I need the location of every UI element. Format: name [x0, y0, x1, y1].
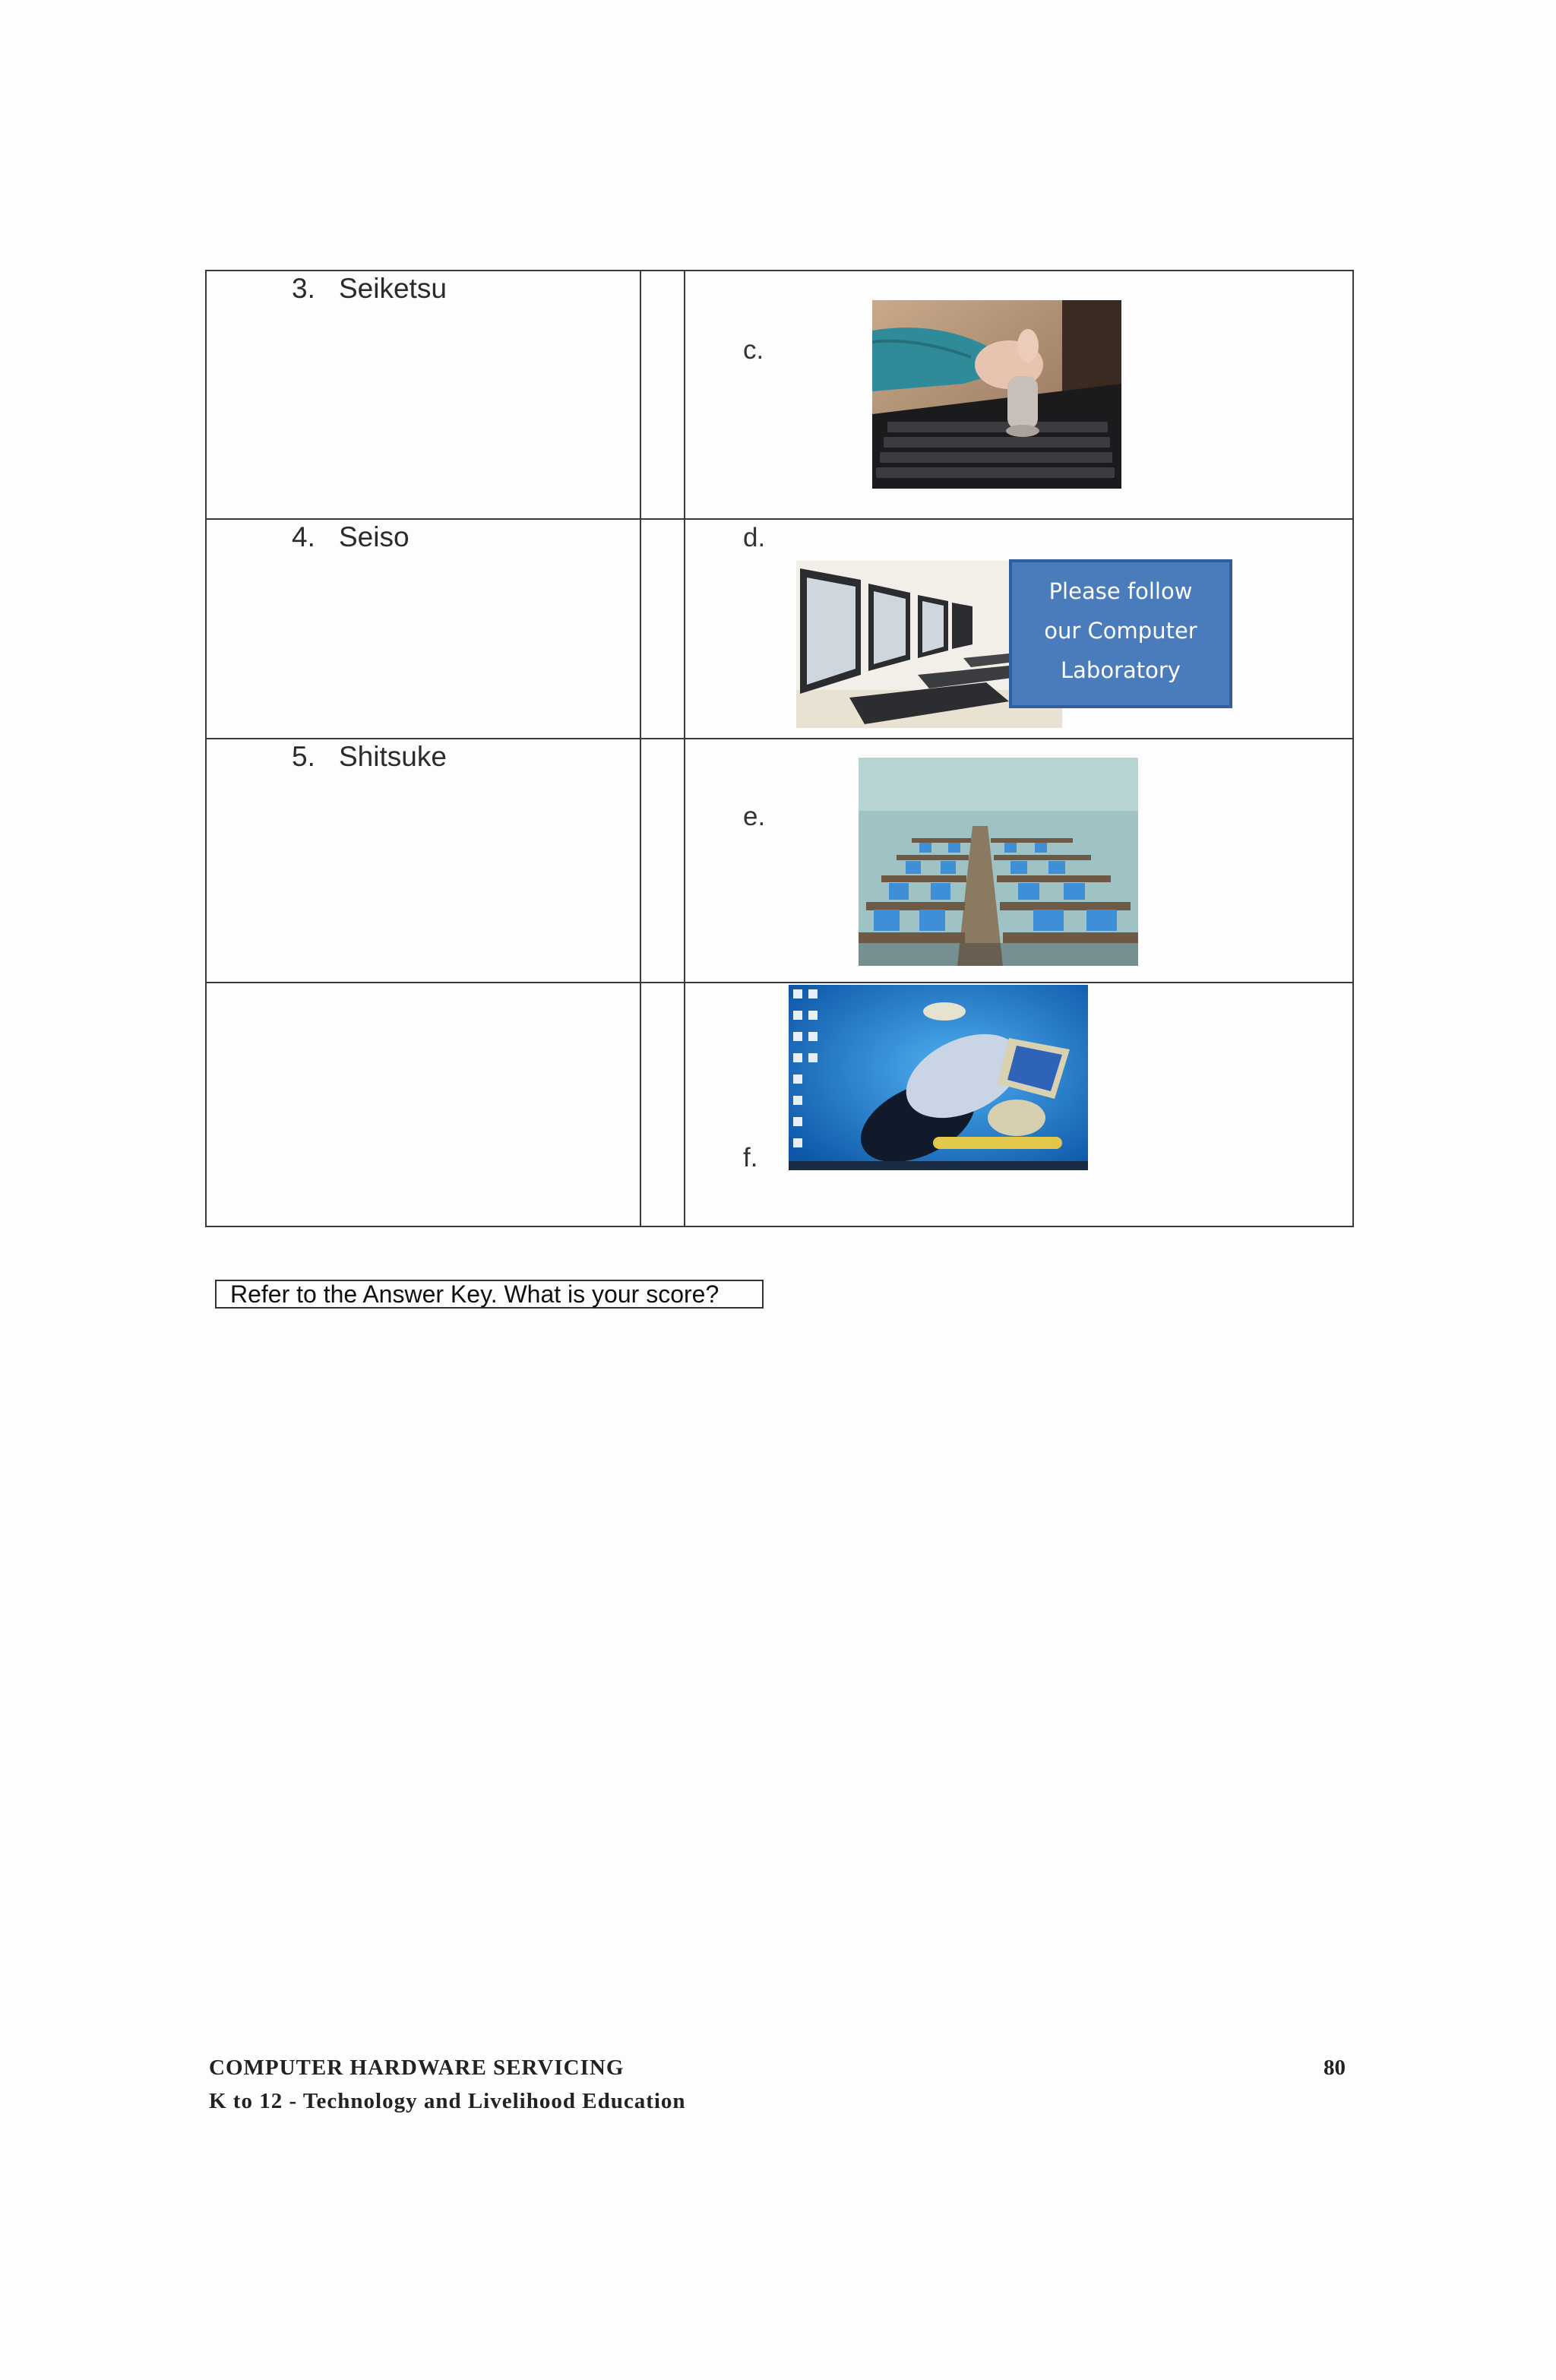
sign-line-3: Laboratory — [1061, 657, 1181, 684]
answer-blank-cell — [640, 983, 685, 1226]
table-row — [206, 271, 1353, 519]
picture-cell — [685, 739, 1353, 983]
term-item — [292, 273, 447, 305]
picture-cell — [685, 519, 1353, 739]
footer-program-title: K to 12 - Technology and Livelihood Education — [209, 2089, 686, 2113]
term-cell — [206, 271, 640, 519]
table-row — [206, 739, 1353, 983]
choice-letter: e. — [743, 801, 766, 831]
page-footer — [209, 2056, 686, 2114]
table-row — [206, 983, 1353, 1226]
term-label: Seiso — [339, 521, 410, 553]
answer-blank-cell — [640, 271, 685, 519]
footer-course-title: COMPUTER HARDWARE SERVICING — [209, 2056, 625, 2080]
term-cell — [206, 983, 640, 1226]
matching-table — [205, 270, 1354, 1227]
term-label: Seiketsu — [339, 273, 447, 304]
term-number: 3. — [292, 273, 315, 304]
term-label: Shitsuke — [339, 740, 447, 772]
term-number: 4. — [292, 521, 315, 553]
picture-cell — [685, 983, 1353, 1226]
page-number: 80 — [1324, 2056, 1346, 2080]
term-number: 5. — [292, 740, 315, 772]
term-item — [292, 741, 447, 773]
term-cell — [206, 519, 640, 739]
table-row — [206, 519, 1353, 739]
answer-blank-cell — [640, 739, 685, 983]
desktop-screenshot-image — [789, 985, 1088, 1170]
choice-letter: c. — [743, 335, 764, 365]
term-cell — [206, 739, 640, 983]
choice-letter: d. — [743, 523, 766, 553]
term-item — [292, 985, 339, 1017]
hand-cleaning-keyboard-image — [872, 300, 1121, 489]
computer-lab-room-image — [859, 758, 1138, 966]
picture-cell — [685, 271, 1353, 519]
lab-sign — [1009, 559, 1232, 708]
score-prompt-box: Refer to the Answer Key. What is your score? — [215, 1280, 764, 1309]
choice-letter: f. — [743, 1142, 758, 1173]
sign-line-2: our Computer — [1044, 618, 1197, 644]
sign-line-1: Please follow — [1048, 578, 1193, 605]
answer-blank-cell — [640, 519, 685, 739]
term-item — [292, 521, 410, 553]
